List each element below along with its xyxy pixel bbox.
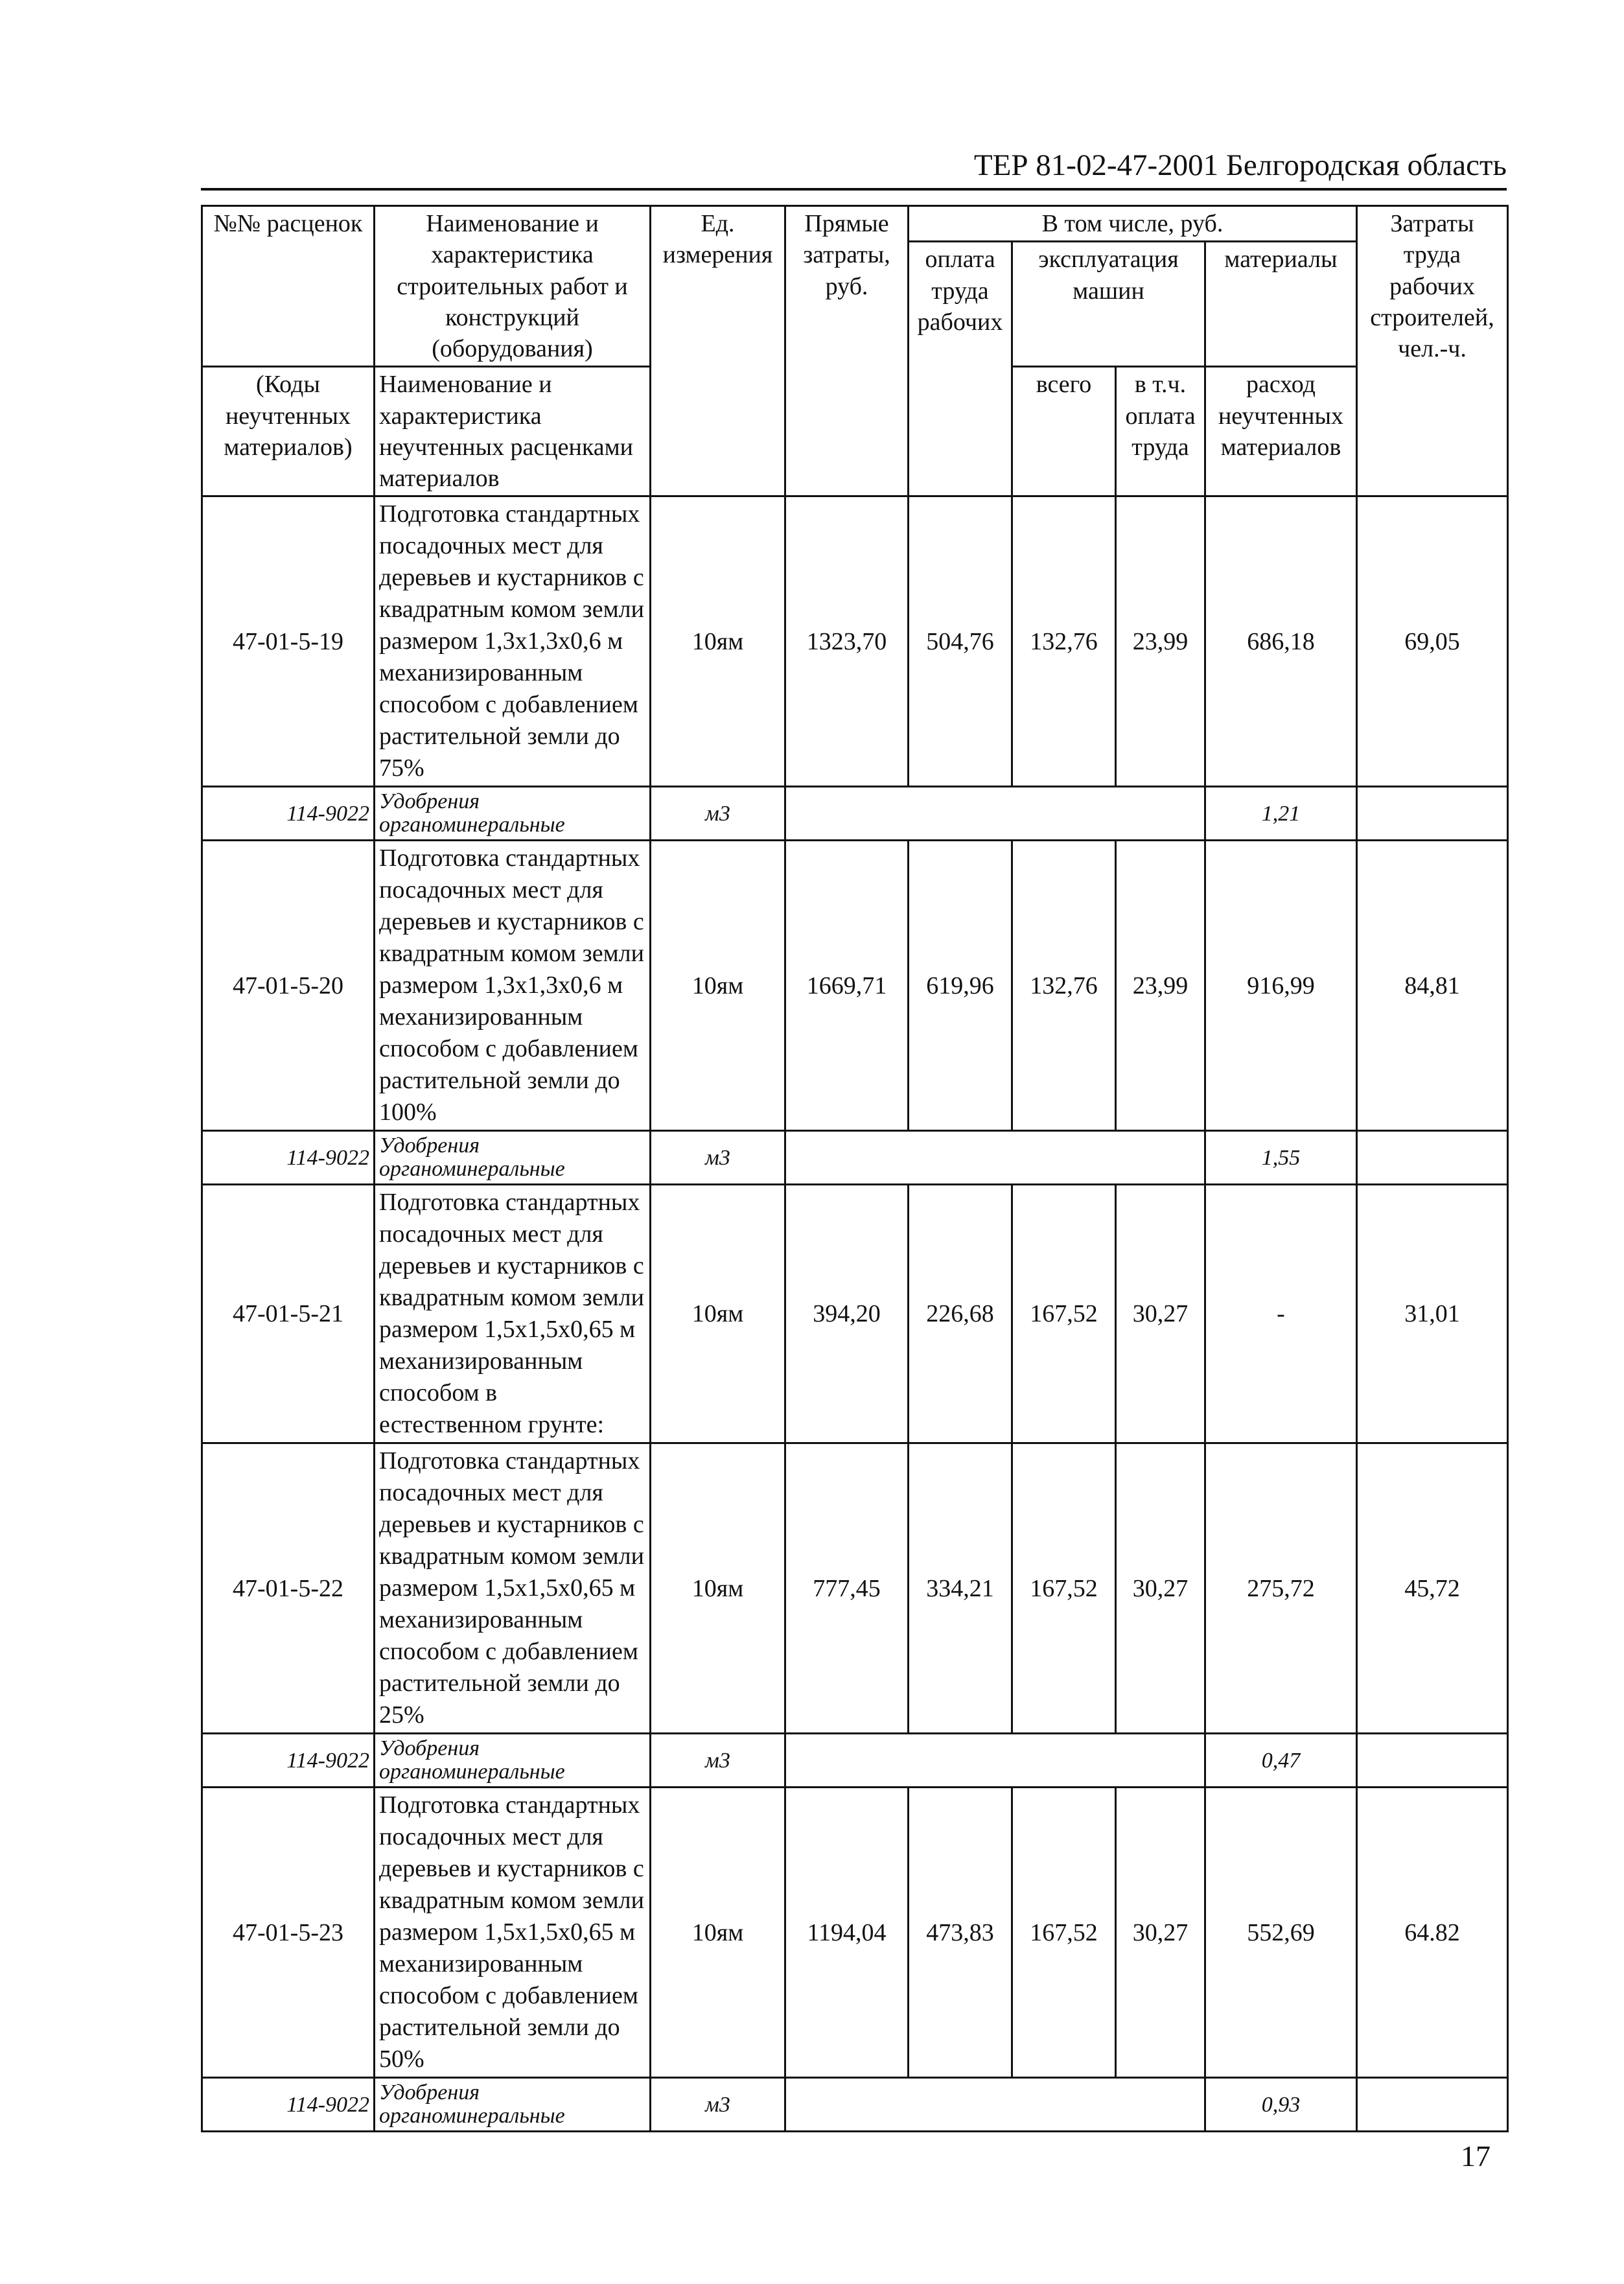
material-name: Удобрения органоминеральные [375,787,651,841]
col-header-labor: Затраты труда рабочих строителей, чел.-ч. [1357,206,1508,496]
material-consumption: 1,55 [1205,1131,1357,1185]
row-labor: 31,01 [1357,1185,1508,1443]
header-rule [201,188,1507,191]
col-header-unit: Ед. измерения [651,206,785,496]
row-code: 47-01-5-19 [202,496,375,787]
row-pay: 226,68 [909,1185,1012,1443]
material-unit: м3 [651,1131,785,1185]
table-row [202,1788,1508,2078]
row-machines: 167,52 [1012,1185,1116,1443]
material-code: 114-9022 [202,1131,375,1185]
row-code: 47-01-5-23 [202,1788,375,2078]
material-consumption: 0,47 [1205,1734,1357,1788]
material-unit: м3 [651,2078,785,2132]
row-machines: 167,52 [1012,1788,1116,2078]
row-name: Подготовка стандартных посадочных мест для деревьев и кустарников с квадратным комом земли размером 1,5x1,5x0,65 м механизированным способом с добавлением растительной земли до 25% [375,1443,651,1734]
row-name: Подготовка стандартных посадочных мест для деревьев и кустарников с квадратным комом земли размером 1,5x1,5x0,65 м механизированным способом с добавлением растительной земли до 50% [375,1788,651,2078]
row-code: 47-01-5-22 [202,1443,375,1734]
col-header-pay: оплата труда рабочих [909,242,1012,496]
row-materials: 916,99 [1205,841,1357,1131]
row-labor: 45,72 [1357,1443,1508,1734]
material-consumption: 0,93 [1205,2078,1357,2132]
row-machines: 132,76 [1012,841,1116,1131]
row-code: 47-01-5-21 [202,1185,375,1443]
col-header-materials: материалы [1205,242,1357,367]
row-machines: 167,52 [1012,1443,1116,1734]
header-row-1 [202,206,1508,242]
row-labor: 84,81 [1357,841,1508,1131]
material-consumption: 1,21 [1205,787,1357,841]
col-header-machines: эксплуатация машин [1012,242,1205,367]
material-name: Удобрения органоминеральные [375,1131,651,1185]
row-machines-pay: 23,99 [1116,496,1205,787]
row-machines-pay: 30,27 [1116,1788,1205,2078]
row-pay: 334,21 [909,1443,1012,1734]
rates-table [201,205,1509,2132]
material-code: 114-9022 [202,2078,375,2132]
row-labor: 69,05 [1357,496,1508,787]
table-subrow [202,2078,1508,2132]
row-name: Подготовка стандартных посадочных мест для деревьев и кустарников с квадратным комом земли размером 1,3x1,3x0,6 м механизированным способом с добавлением растительной земли до 100% [375,841,651,1131]
row-materials: - [1205,1185,1357,1443]
table-subrow [202,1131,1508,1185]
row-materials: 275,72 [1205,1443,1357,1734]
row-materials: 686,18 [1205,496,1357,787]
material-name: Удобрения органоминеральные [375,1734,651,1788]
row-direct: 1669,71 [785,841,909,1131]
row-code: 47-01-5-20 [202,841,375,1131]
row-unit: 10ям [651,496,785,787]
row-unit: 10ям [651,1185,785,1443]
row-direct: 1323,70 [785,496,909,787]
col-header-num-sub: (Коды неучтенных материалов) [202,367,375,496]
row-machines-pay: 23,99 [1116,841,1205,1131]
material-code: 114-9022 [202,1734,375,1788]
table-subrow [202,1734,1508,1788]
table-row [202,1185,1508,1443]
row-materials: 552,69 [1205,1788,1357,2078]
row-name: Подготовка стандартных посадочных мест для деревьев и кустарников с квадратным комом земли размером 1,3x1,3x0,6 м механизированным способом с добавлением растительной земли до 75% [375,496,651,787]
material-unit: м3 [651,787,785,841]
row-direct: 777,45 [785,1443,909,1734]
row-name: Подготовка стандартных посадочных мест для деревьев и кустарников с квадратным комом земли размером 1,5x1,5x0,65 м механизированным способом в естественном грунте: [375,1185,651,1443]
row-machines-pay: 30,27 [1116,1443,1205,1734]
row-unit: 10ям [651,841,785,1131]
row-direct: 394,20 [785,1185,909,1443]
col-header-group: В том числе, руб. [909,206,1357,242]
table-row [202,1443,1508,1734]
material-code: 114-9022 [202,787,375,841]
document-header: ТЕР 81-02-47-2001 Белгородская область [973,148,1507,182]
row-pay: 504,76 [909,496,1012,787]
material-unit: м3 [651,1734,785,1788]
table-subrow [202,787,1508,841]
col-header-name-sub: Наименование и характеристика неучтенных расценками материалов [375,367,651,496]
col-header-direct: Прямые затраты, руб. [785,206,909,496]
col-header-num: №№ расценок [202,206,375,367]
row-pay: 619,96 [909,841,1012,1131]
page-number: 17 [1461,2139,1491,2173]
col-header-materials-sub: расход неучтенных материалов [1205,367,1357,496]
col-header-machines-total: всего [1012,367,1116,496]
row-direct: 1194,04 [785,1788,909,2078]
col-header-name: Наименование и характеристика строительных работ и конструкций (оборудования) [375,206,651,367]
row-machines: 132,76 [1012,496,1116,787]
col-header-machines-pay: в т.ч. оплата труда [1116,367,1205,496]
row-pay: 473,83 [909,1788,1012,2078]
material-name: Удобрения органоминеральные [375,2078,651,2132]
table-row [202,496,1508,787]
row-unit: 10ям [651,1443,785,1734]
row-unit: 10ям [651,1788,785,2078]
row-labor: 64.82 [1357,1788,1508,2078]
table-row [202,841,1508,1131]
row-machines-pay: 30,27 [1116,1185,1205,1443]
